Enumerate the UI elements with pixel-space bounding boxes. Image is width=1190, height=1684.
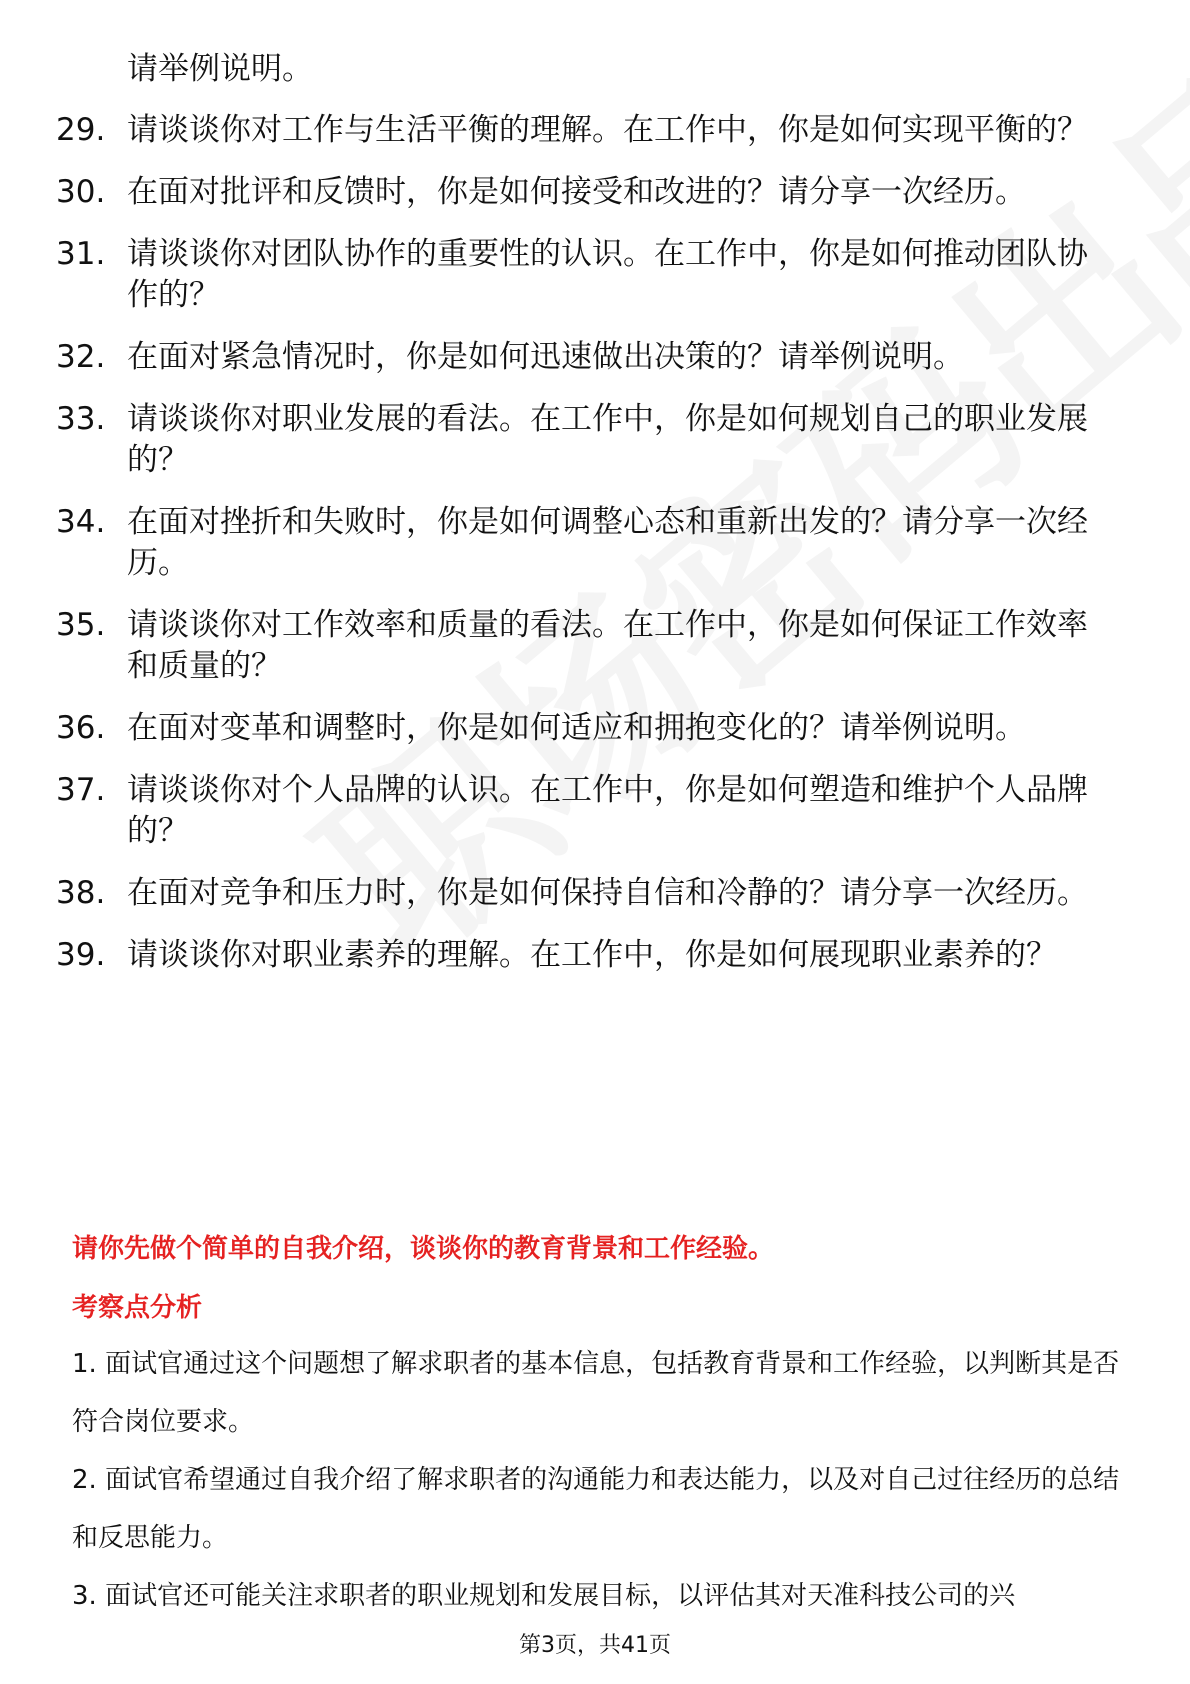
question-item (56, 605, 1136, 687)
analysis-point: 1. 面试官通过这个问题想了解求职者的基本信息，包括教育背景和工作经验，以判断其是否符合岗位要求。 (72, 1349, 1120, 1437)
question-number: 39. (56, 937, 106, 973)
question-text: 请谈谈你对团队协作的重要性的认识。在工作中，你是如何推动团队协作的？ (127, 236, 1088, 313)
question-text: 请谈谈你对个人品牌的认识。在工作中，你是如何塑造和维护个人品牌的？ (127, 772, 1088, 849)
question-number: 30. (56, 174, 106, 210)
question-number: 33. (56, 401, 106, 437)
continuation-text: 请举例说明。 (127, 51, 313, 87)
question-number: 38. (56, 875, 106, 911)
question-text: 请谈谈你对职业发展的看法。在工作中，你是如何规划自己的职业发展的？ (127, 401, 1088, 478)
question-item (56, 770, 1136, 852)
question-item (56, 502, 1136, 584)
analysis-heading: 考察点分析 (72, 1293, 203, 1323)
question-list (56, 110, 1136, 997)
question-number: 31. (56, 236, 106, 272)
question-text: 在面对批评和反馈时，你是如何接受和改进的？请分享一次经历。 (127, 174, 1026, 210)
question-text: 在面对竞争和压力时，你是如何保持自信和冷静的？请分享一次经历。 (127, 875, 1088, 911)
question-item (56, 337, 1136, 378)
question-text: 请谈谈你对工作效率和质量的看法。在工作中，你是如何保证工作效率和质量的？ (127, 607, 1088, 684)
question-number: 32. (56, 339, 106, 375)
question-number: 37. (56, 772, 106, 808)
question-item (56, 110, 1136, 151)
question-item (56, 873, 1136, 914)
question-item (56, 399, 1136, 481)
question-text: 在面对挫折和失败时，你是如何调整心态和重新出发的？请分享一次经历。 (127, 504, 1088, 581)
analysis-point: 2. 面试官希望通过自我介绍了解求职者的沟通能力和表达能力，以及对自己过往经历的总结和反思能力。 (72, 1465, 1120, 1553)
analysis-point: 3. 面试官还可能关注求职者的职业规划和发展目标，以评估其对天准科技公司的兴 (72, 1581, 1016, 1611)
question-number: 36. (56, 710, 106, 746)
question-item (56, 234, 1136, 316)
question-item (56, 708, 1136, 749)
analysis-list (72, 1335, 1132, 1625)
section-question-heading: 请你先做个简单的自我介绍，谈谈你的教育背景和工作经验。 (72, 1234, 775, 1264)
question-text: 在面对紧急情况时，你是如何迅速做出决策的？请举例说明。 (127, 339, 964, 375)
question-number: 29. (56, 112, 106, 148)
question-item (56, 935, 1136, 976)
page-footer: 第3页，共41页 (519, 1633, 671, 1658)
question-number: 34. (56, 504, 106, 540)
question-text: 在面对变革和调整时，你是如何适应和拥抱变化的？请举例说明。 (127, 710, 1026, 746)
question-item (56, 172, 1136, 213)
question-text: 请谈谈你对职业素养的理解。在工作中，你是如何展现职业素养的？ (127, 937, 1057, 973)
question-number: 35. (56, 607, 106, 643)
question-text: 请谈谈你对工作与生活平衡的理解。在工作中，你是如何实现平衡的？ (127, 112, 1088, 148)
